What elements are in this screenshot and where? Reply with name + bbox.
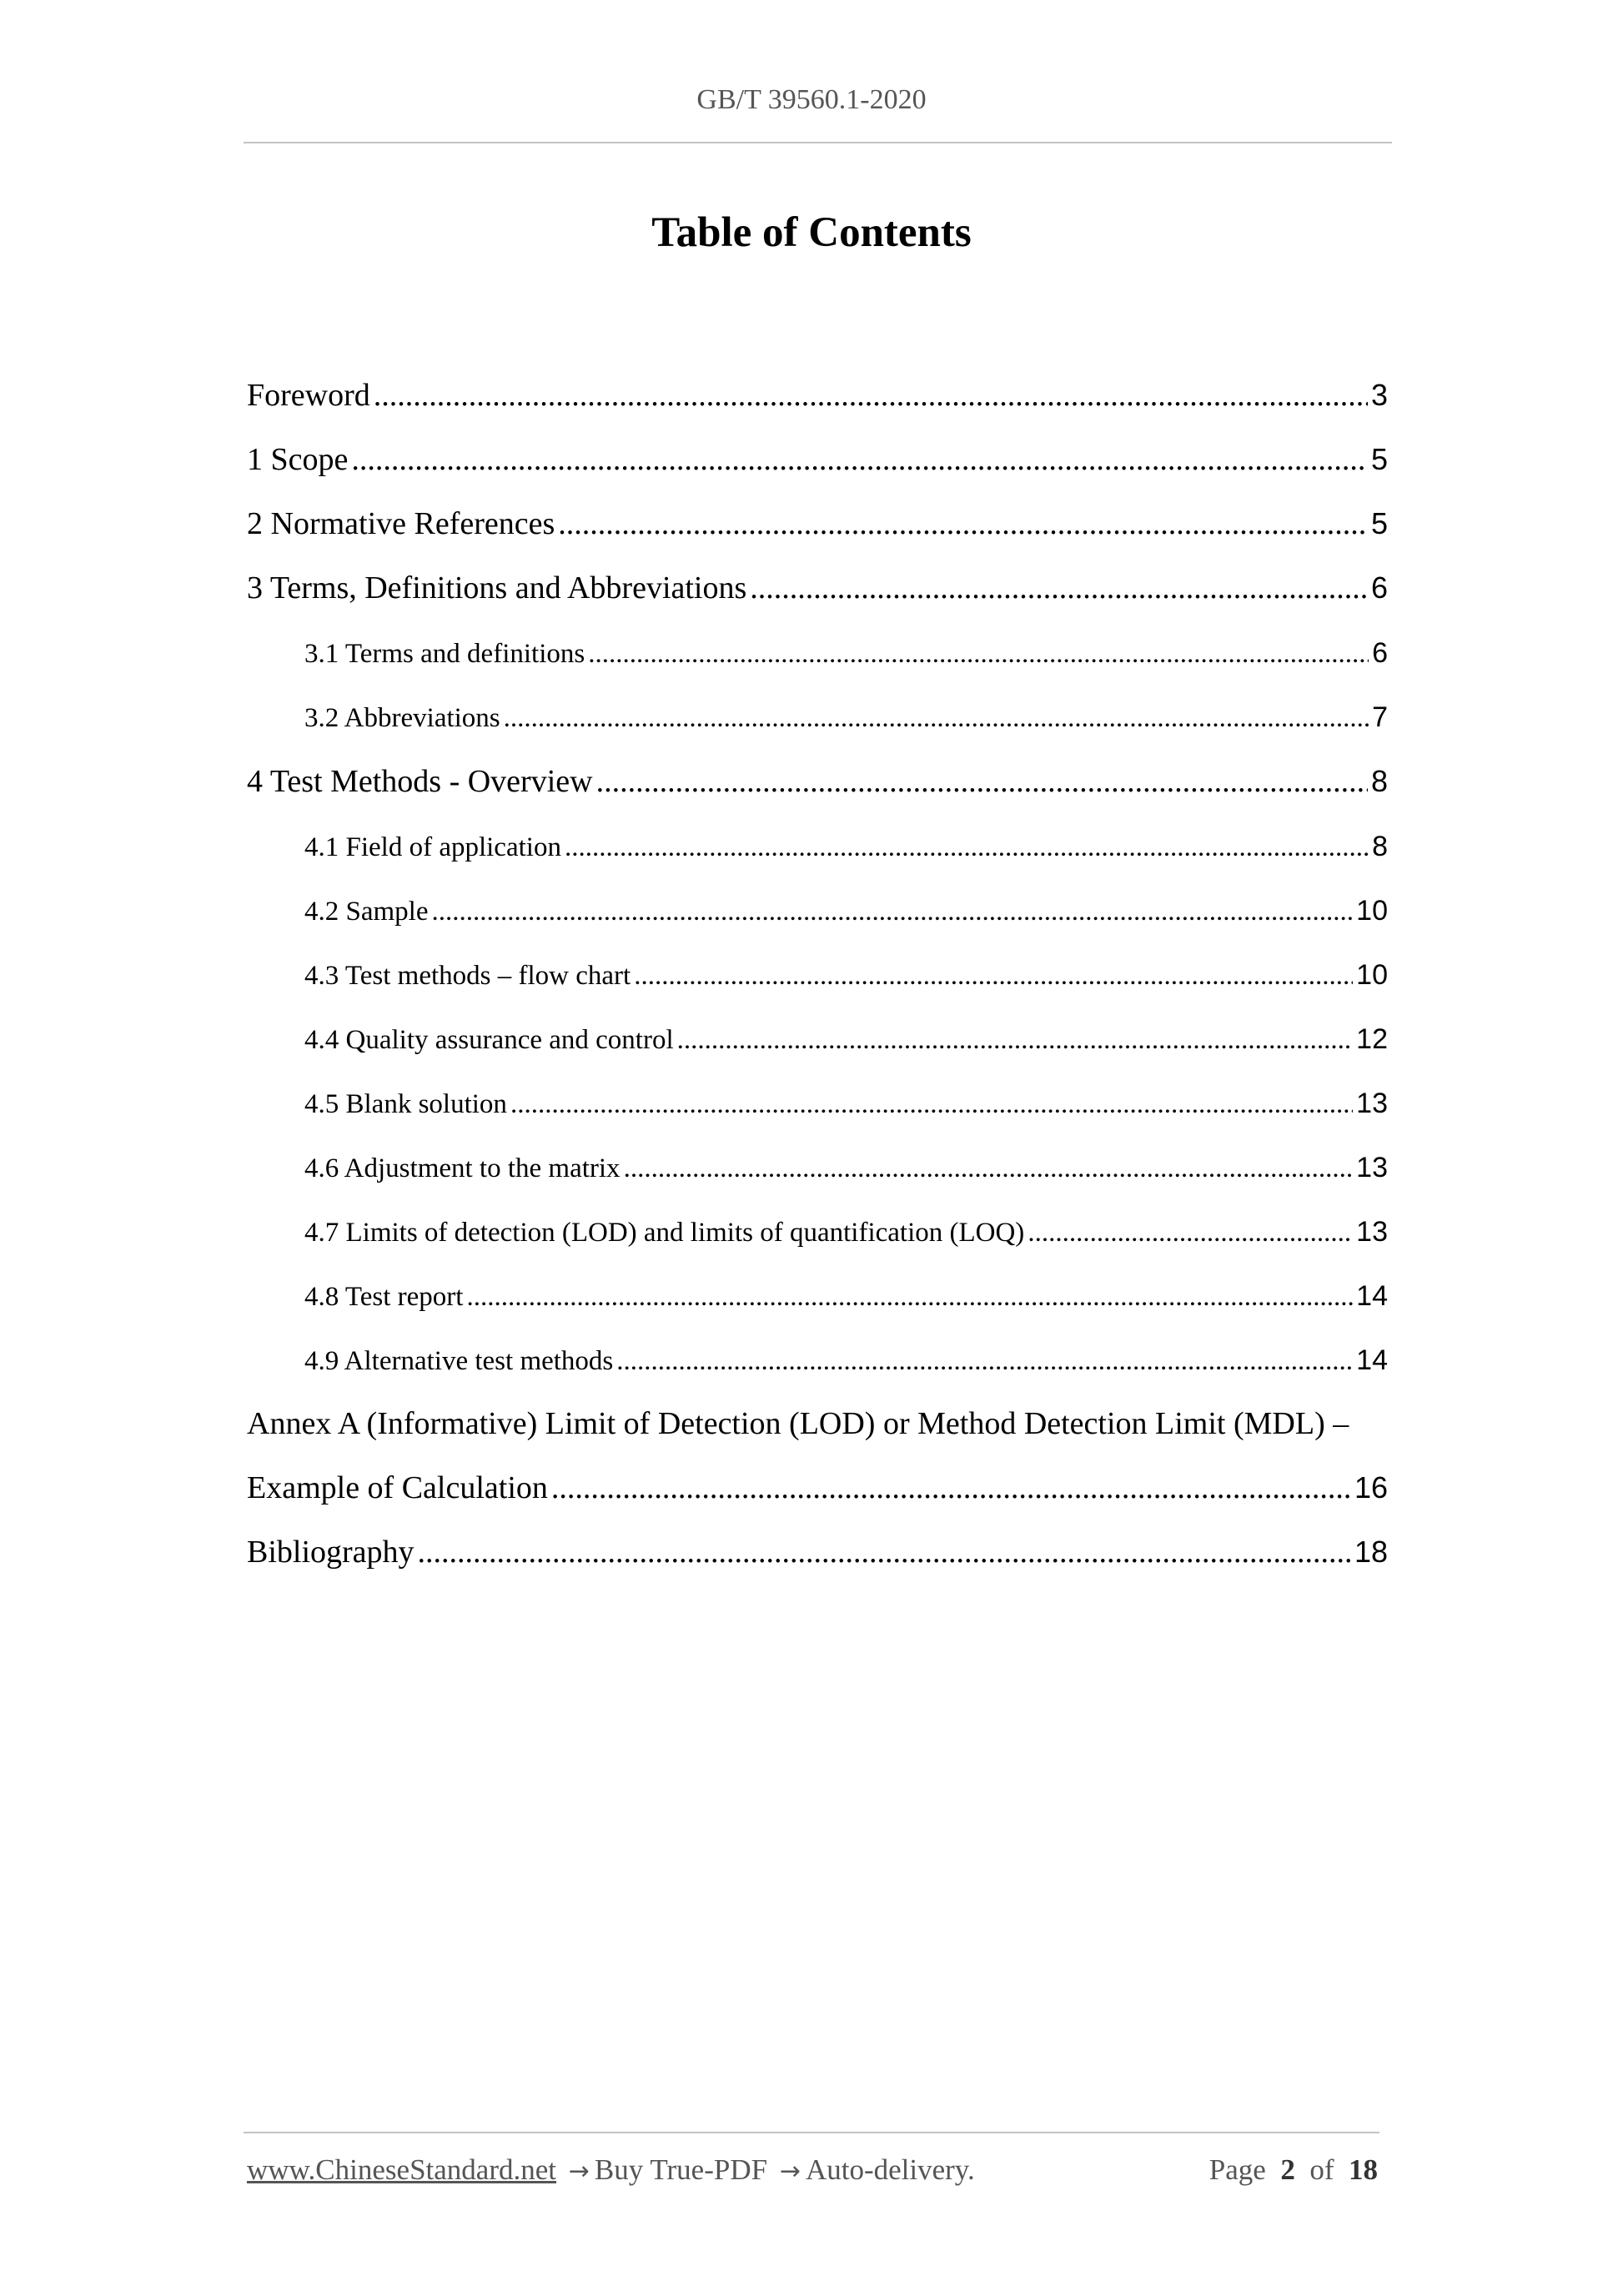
toc-page-number: 6 (1372, 637, 1388, 669)
toc-page-number: 10 (1356, 895, 1388, 927)
toc-leader-dots (588, 639, 1369, 670)
toc-entry-title: 4.1 Field of application (304, 832, 561, 862)
toc-leader-dots (431, 897, 1353, 927)
toc-entry-title: 4.9 Alternative test methods (304, 1346, 614, 1376)
toc-entry-bibliography[interactable] (247, 1534, 1388, 1570)
toc-entry-quality-assurance[interactable] (304, 1023, 1388, 1056)
toc-leader-dots (624, 1153, 1354, 1184)
toc-page-number: 5 (1370, 506, 1388, 540)
page-title: Table of Contents (651, 209, 972, 256)
toc-page-number: 14 (1356, 1344, 1388, 1376)
toc-leader-dots (677, 1025, 1354, 1056)
toc-leader-dots (504, 703, 1369, 734)
footer-site-link[interactable]: www.ChineseStandard.net (247, 2153, 556, 2186)
toc-entry-title: 4.5 Blank solution (304, 1089, 507, 1119)
of-word: of (1309, 2153, 1334, 2186)
toc-leader-dots (374, 377, 1368, 414)
toc-entry-title: 4.4 Quality assurance and control (304, 1025, 674, 1055)
header-divider (244, 142, 1392, 143)
arrow-right-icon: → (779, 2157, 801, 2186)
footer-buy-text: Buy True-PDF (594, 2153, 768, 2186)
toc-page-number: 5 (1370, 442, 1388, 476)
toc-entry-test-report[interactable] (304, 1280, 1388, 1313)
footer-divider (244, 2132, 1379, 2133)
toc-entry-title: 3 Terms, Definitions and Abbreviations (247, 570, 747, 605)
toc-page-number: 3 (1370, 378, 1388, 412)
toc-page-number: 7 (1372, 701, 1388, 733)
toc-page-number: 13 (1356, 1152, 1388, 1183)
footer-delivery-text: Auto-delivery. (805, 2153, 975, 2186)
toc-entry-foreword[interactable] (247, 377, 1388, 414)
toc-leader-dots (351, 441, 1368, 478)
toc-entry-test-methods[interactable] (247, 763, 1388, 800)
toc-leader-dots (510, 1089, 1353, 1120)
toc-leader-dots (596, 763, 1368, 800)
header-doc-code: GB/T 39560.1-2020 (696, 84, 927, 115)
toc-page-number: 6 (1370, 570, 1388, 605)
toc-entry-title: 4.6 Adjustment to the matrix (304, 1153, 621, 1183)
toc-entry-annex-a-line1[interactable]: Annex A (Informative) Limit of Detection (LOD) or Method Detection Limit (MDL) – (247, 1406, 1349, 1441)
arrow-right-icon: → (568, 2157, 590, 2186)
toc-leader-dots (1028, 1218, 1353, 1248)
toc-entry-title: 1 Scope (247, 442, 349, 477)
toc-page-number: 13 (1356, 1088, 1388, 1119)
toc-entry-title: Foreword (247, 378, 370, 413)
toc-entry-annex-a[interactable] (247, 1470, 1388, 1506)
toc-entry-sample[interactable] (304, 895, 1388, 927)
toc-page-number: 16 (1354, 1470, 1388, 1505)
toc-page-number: 12 (1356, 1023, 1388, 1055)
toc-entry-adjustment-matrix[interactable] (304, 1152, 1388, 1184)
toc-entry-title: 4.7 Limits of detection (LOD) and limits of quantification (LOQ) (304, 1218, 1025, 1248)
toc-entry-alternative-methods[interactable] (304, 1344, 1388, 1377)
toc-page-number: 8 (1372, 831, 1388, 862)
toc-entry-scope[interactable] (247, 441, 1388, 478)
toc-leader-dots (634, 961, 1353, 992)
toc-leader-dots (750, 570, 1368, 606)
toc-entry-title: 2 Normative References (247, 506, 555, 541)
toc-entry-blank-solution[interactable] (304, 1088, 1388, 1120)
toc-entry-lod-loq[interactable] (304, 1216, 1388, 1248)
toc-entry-terms[interactable] (247, 570, 1388, 606)
toc-entry-title: 4.8 Test report (304, 1282, 464, 1312)
toc-leader-dots (551, 1470, 1351, 1506)
footer (247, 2153, 1378, 2187)
footer-promo (247, 2153, 975, 2187)
page-indicator (1209, 2153, 1378, 2187)
current-page-number: 2 (1280, 2153, 1295, 2186)
toc-entry-title: 4 Test Methods - Overview (247, 764, 593, 799)
toc-leader-dots (418, 1534, 1351, 1570)
toc-page-number: 10 (1356, 959, 1388, 991)
toc-entry-title: Bibliography (247, 1535, 415, 1570)
toc-entry-flow-chart[interactable] (304, 959, 1388, 992)
toc-leader-dots (565, 832, 1369, 863)
toc-entry-terms-definitions[interactable] (304, 637, 1388, 670)
toc-entry-title: 4.3 Test methods – flow chart (304, 961, 631, 991)
toc-entry-title: 4.2 Sample (304, 897, 429, 927)
toc-entry-field-of-application[interactable] (304, 831, 1388, 863)
toc-leader-dots (558, 505, 1368, 542)
toc-entry-abbreviations[interactable] (304, 701, 1388, 734)
toc-entry-normative-references[interactable] (247, 505, 1388, 542)
toc-entry-title: 3.2 Abbreviations (304, 703, 500, 733)
toc-page-number: 14 (1356, 1280, 1388, 1312)
total-pages-number: 18 (1349, 2153, 1378, 2186)
toc-page-number: 13 (1356, 1216, 1388, 1248)
page-word: Page (1208, 2153, 1266, 2186)
toc-entry-title: 3.1 Terms and definitions (304, 639, 585, 669)
toc-page-number: 8 (1370, 764, 1388, 798)
toc-leader-dots (466, 1282, 1353, 1313)
toc-page-number: 18 (1354, 1535, 1388, 1569)
toc-leader-dots (616, 1346, 1353, 1377)
toc-entry-title: Example of Calculation (247, 1470, 548, 1505)
